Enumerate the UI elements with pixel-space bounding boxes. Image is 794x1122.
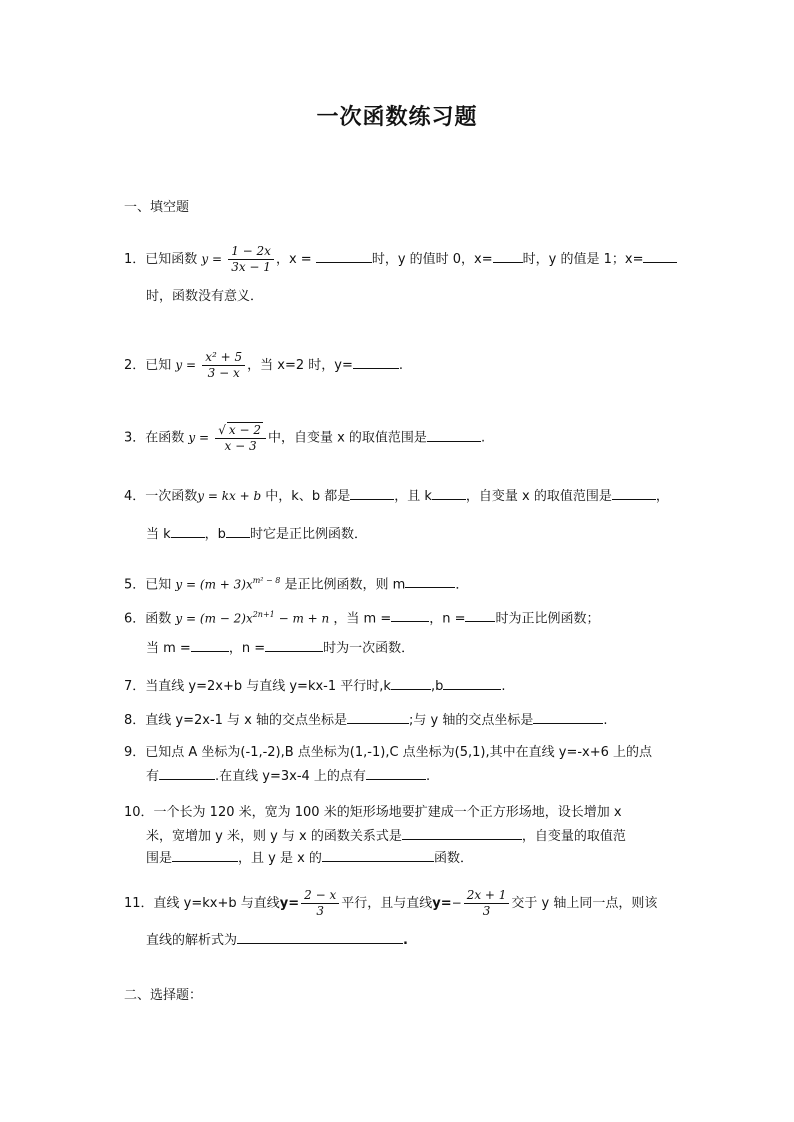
question-8: 8．直线 y=2x-1 与 x 轴的交点坐标是 ;与 y 轴的交点坐标是 . bbox=[124, 710, 608, 730]
q7-blank-2[interactable] bbox=[443, 676, 501, 690]
q6-blank-3[interactable] bbox=[191, 638, 229, 652]
q11-fraction-2: $\frac{2x + 1}{3}$ bbox=[464, 888, 510, 919]
question-11-line-1: 11．直线 y=kx+b 与直线y= $\frac{2 - x}{3}$ 平行，且与直线y=− $\frac{2x + 1}{3}$ 交于 y 轴上同一点，则该 bbox=[124, 888, 658, 918]
question-4-line-2: 当 k ，b 时它是正比例函数． bbox=[146, 524, 367, 544]
question-9-line-2: 有 .在直线 y=3x-4 上的点有 . bbox=[146, 766, 430, 786]
q10-blank-3[interactable] bbox=[322, 848, 434, 862]
section-fill-in-heading: 一、填空题 bbox=[124, 200, 190, 215]
q2-fraction: $\frac{\text{x² + 5}}{3 - x}$ bbox=[202, 350, 245, 381]
q4-blank-3[interactable] bbox=[612, 486, 656, 500]
q9-blank-1[interactable] bbox=[159, 766, 215, 780]
question-9-line-1: 9．已知点 A 坐标为(-1,-2),B 点坐标为(1,-1),C 点坐标为(5,1),其中在直线 y=-x+6 上的点 bbox=[124, 745, 653, 760]
q4-blank-5[interactable] bbox=[226, 524, 250, 538]
q9-blank-2[interactable] bbox=[366, 766, 426, 780]
q4-blank-2[interactable] bbox=[432, 486, 466, 500]
question-6-line-1: 6．函数 $y = (m - 2)x^{2n+1} - m + n$ ，当 m = ，n = 时为正比例函数； bbox=[124, 610, 600, 627]
question-11-line-2: 直线的解析式为 . bbox=[146, 930, 408, 950]
question-5: 5．已知 $y = (m + 3)x^{m^2 - 8}$ 是正比例函数，则 m ． bbox=[124, 576, 469, 593]
q11-blank[interactable] bbox=[237, 930, 403, 944]
q3-blank[interactable] bbox=[427, 428, 481, 442]
question-1-line-1: 1．已知函数 y = $\frac{1 - 2x}{3x - 1}$ ，x = 时，y 的值时 0，x= 时，y 的值是 1；x= bbox=[124, 244, 677, 275]
q1-fraction: $\frac{1 - 2x}{3x - 1}$ bbox=[228, 244, 274, 275]
question-2: 2．已知 y = $\frac{\text{x² + 5}}{3 - x}$ ，当 x=2 时，y= . bbox=[124, 350, 403, 380]
q8-blank-2[interactable] bbox=[533, 710, 603, 724]
question-10-line-1: 10．一个长为 120 米，宽为 100 米的矩形场地要扩建成一个正方形场地，设长增加 x bbox=[124, 805, 622, 820]
question-7: 7．当直线 y=2x+b 与直线 y=kx-1 平行时,k ,b . bbox=[124, 676, 505, 696]
q1-blank-2[interactable] bbox=[493, 249, 523, 263]
q6-blank-1[interactable] bbox=[391, 608, 429, 622]
q10-blank-1[interactable] bbox=[402, 826, 522, 840]
question-6-line-2: 当 m = ，n = 时为一次函数． bbox=[146, 638, 414, 658]
q11-fraction-1: $\frac{2 - x}{3}$ bbox=[301, 888, 339, 919]
q6-blank-2[interactable] bbox=[465, 608, 495, 622]
question-4-line-1: 4．一次函数y = kx + b 中，k、b 都是 ，且 k ，自变量 x 的取值范围是 ， bbox=[124, 486, 669, 506]
q8-blank-1[interactable] bbox=[347, 710, 409, 724]
section-choice-heading: 二、选择题： bbox=[124, 988, 203, 1003]
q4-blank-1[interactable] bbox=[350, 486, 394, 500]
sqrt-sign: √ bbox=[218, 423, 226, 437]
q10-blank-2[interactable] bbox=[172, 848, 238, 862]
question-1-line-2: 时，函数没有意义． bbox=[146, 289, 264, 304]
q1-blank-1[interactable] bbox=[316, 249, 372, 263]
question-3: 3．在函数 y = $\frac{√ x - 2}{x - 3}$ 中，自变量 x 的取值范围是 . bbox=[124, 423, 486, 453]
question-10-line-3: 围是 ，且 y 是 x 的 函数． bbox=[146, 848, 473, 868]
question-10-line-2: 米，宽增加 y 米，则 y 与 x 的函数关系式是 ，自变量的取值范 bbox=[146, 826, 626, 846]
q3-fraction: $\frac{√ x - 2}{x - 3}$ bbox=[215, 422, 266, 454]
q2-blank[interactable] bbox=[353, 355, 399, 369]
q7-blank-1[interactable] bbox=[391, 676, 431, 690]
q4-blank-4[interactable] bbox=[171, 524, 205, 538]
q6-blank-4[interactable] bbox=[265, 638, 323, 652]
q5-blank[interactable] bbox=[405, 574, 455, 588]
q1-blank-3[interactable] bbox=[643, 249, 677, 263]
page-title: 一次函数练习题 bbox=[316, 104, 478, 130]
